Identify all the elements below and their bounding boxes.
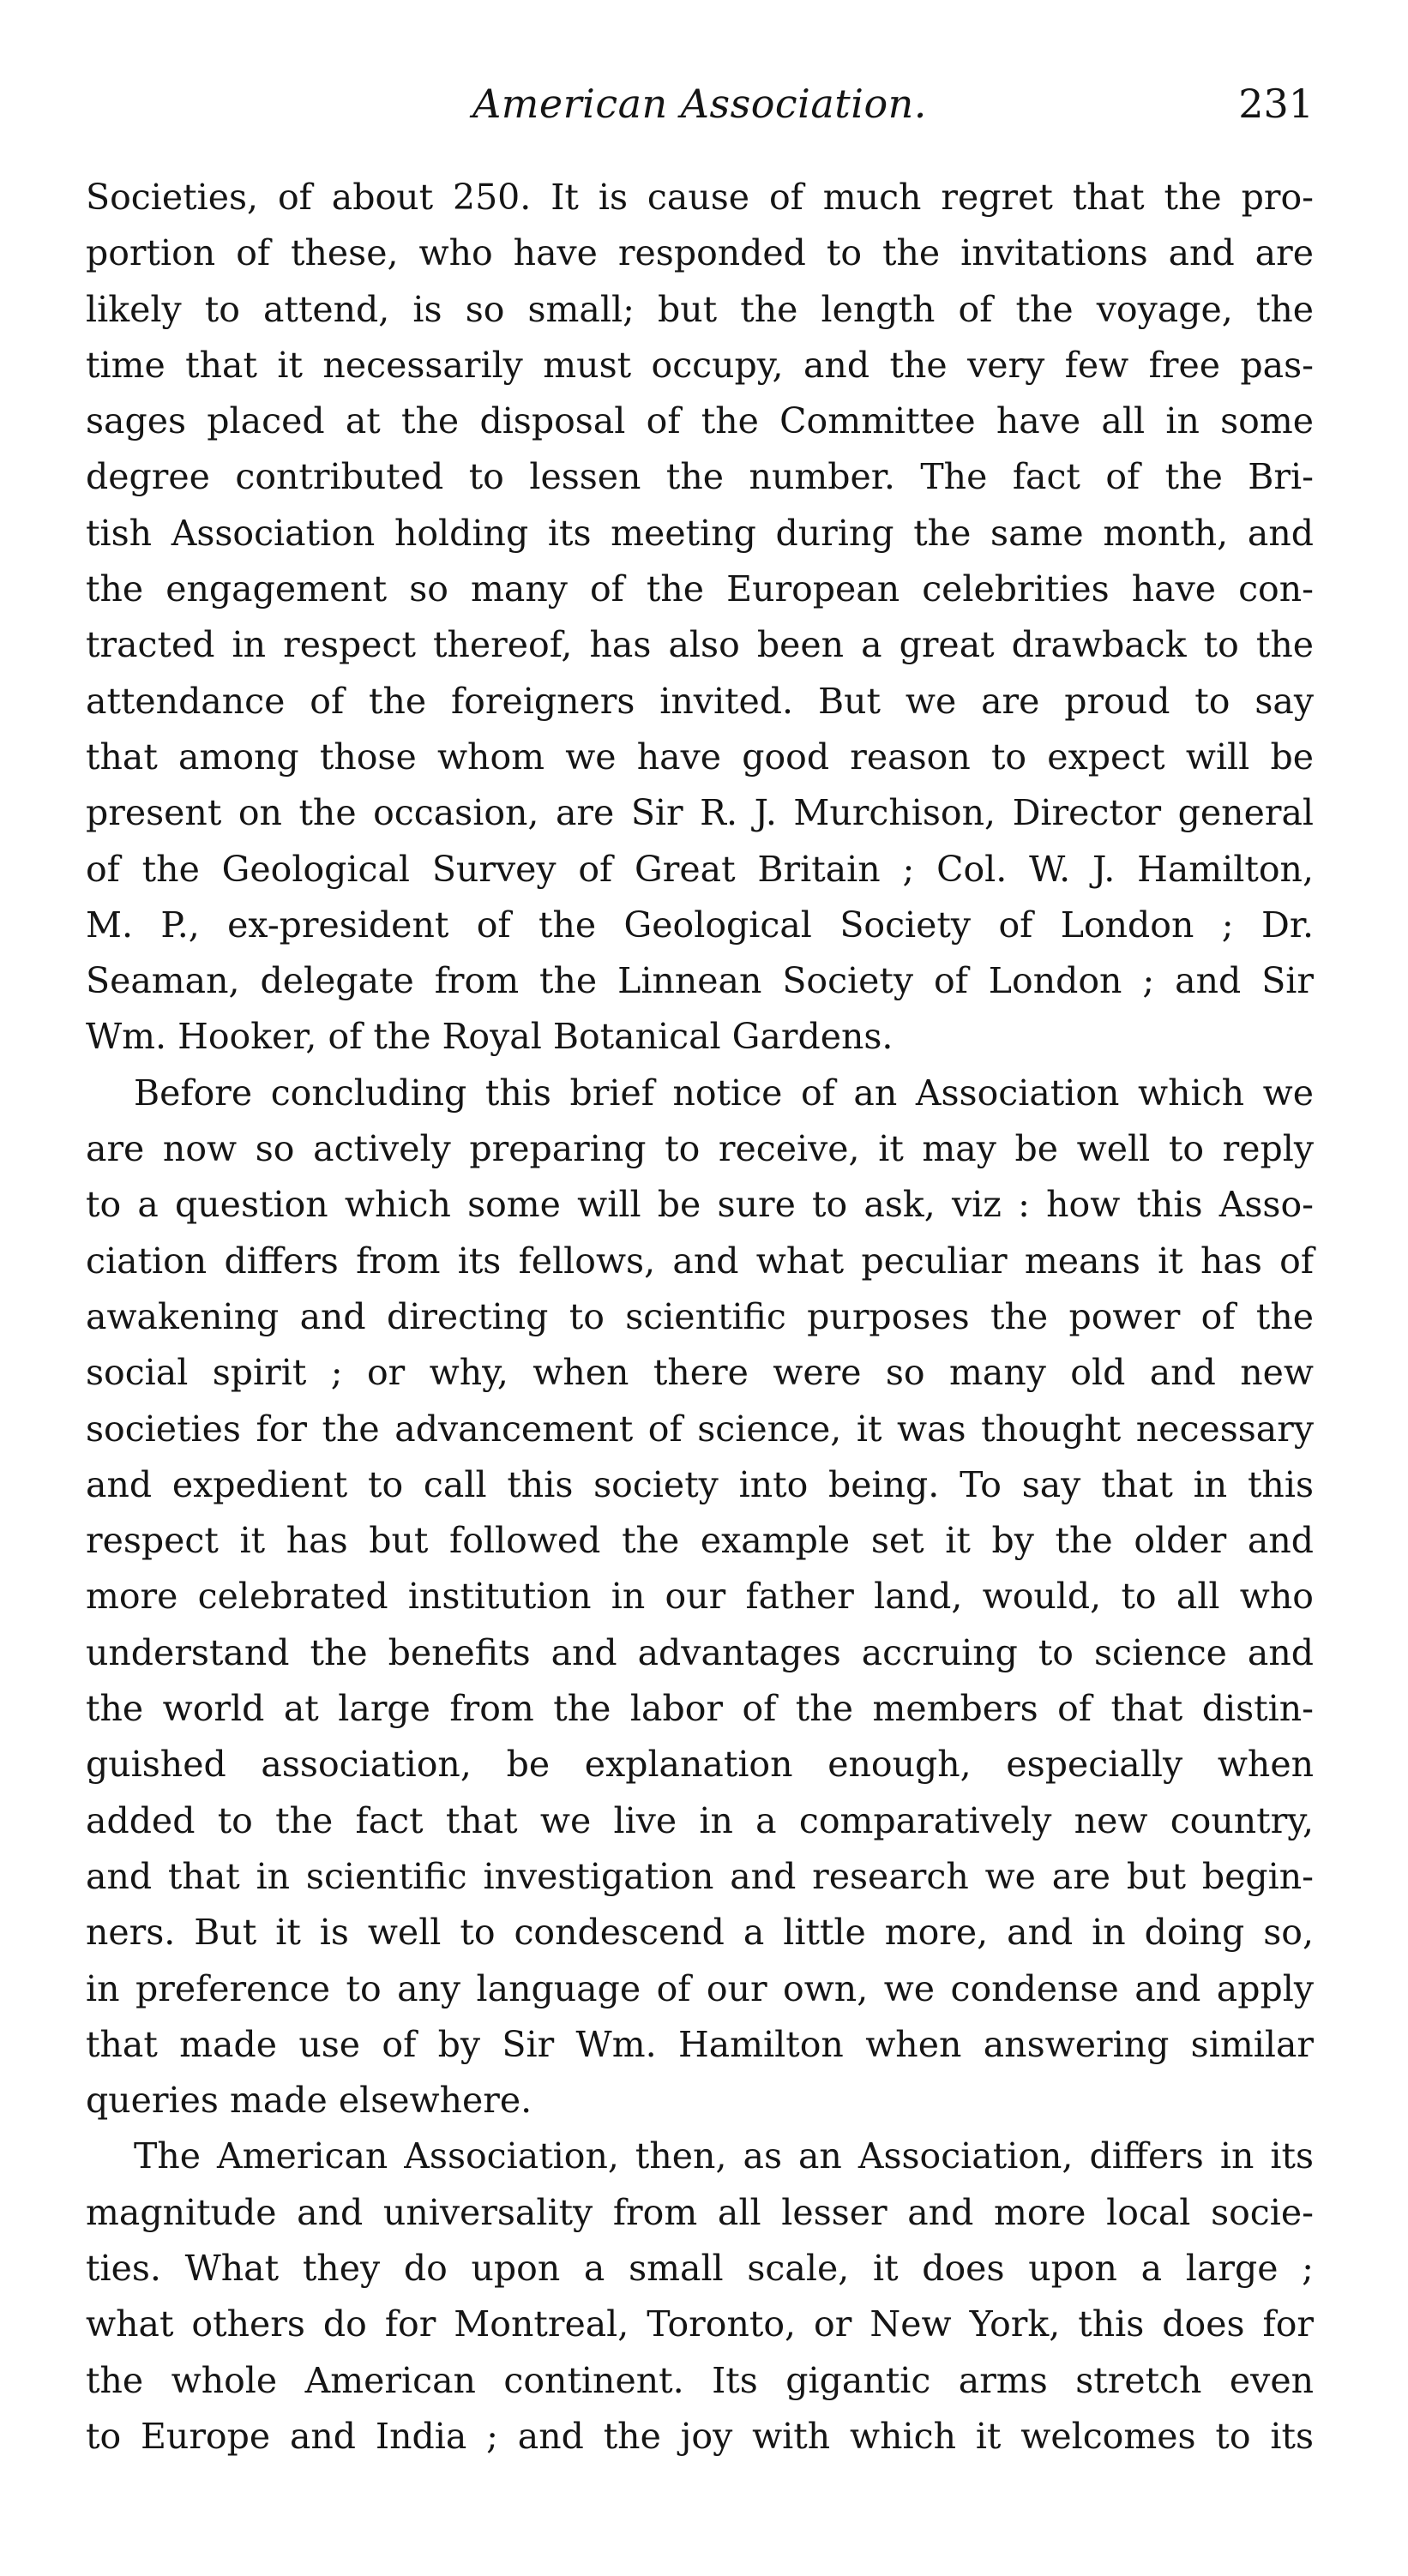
- text-line: the engagement so many of the European celebrities have con-: [86, 568, 1314, 610]
- text-line: attendance of the foreigners invited. But we are proud to say: [86, 680, 1314, 722]
- text-line: ties. What they do upon a small scale, it does upon a large ;: [86, 2247, 1314, 2289]
- running-title: American Association.: [472, 81, 927, 127]
- text-line: and that in scientific investigation and research we are but begin-: [86, 1855, 1314, 1897]
- text-line: tish Association holding its meeting during the same month, and: [86, 512, 1314, 554]
- text-line: in preference to any language of our own, we condense and apply: [86, 1967, 1314, 2009]
- text-line: sages placed at the disposal of the Committee have all in some: [86, 400, 1314, 442]
- text-line: Before concluding this brief notice of an Association which we: [134, 1072, 1314, 1114]
- running-head: [86, 74, 1314, 134]
- text-line: ciation differs from its fellows, and what peculiar means it has of: [86, 1240, 1314, 1282]
- page-number: 231: [1238, 81, 1314, 127]
- text-line: what others do for Montreal, Toronto, or New York, this does for: [86, 2303, 1314, 2345]
- text-line: that made use of by Sir Wm. Hamilton when answering similar: [86, 2023, 1314, 2065]
- text-line: to Europe and India ; and the joy with which it welcomes to its: [86, 2415, 1314, 2457]
- text-line: degree contributed to lessen the number. The fact of the Bri-: [86, 456, 1314, 498]
- text-line: likely to attend, is so small; but the length of the voyage, the: [86, 288, 1314, 330]
- text-line: portion of these, who have responded to the invitations and are: [86, 232, 1314, 274]
- text-line: social spirit ; or why, when there were so many old and new: [86, 1352, 1314, 1394]
- body-text: [86, 170, 1314, 2465]
- text-line: to a question which some will be sure to ask, viz : how this Asso-: [86, 1184, 1314, 1226]
- text-line: queries made elsewhere.: [86, 2080, 533, 2122]
- text-line: awakening and directing to scientific purposes the power of the: [86, 1295, 1314, 1337]
- text-line: are now so actively preparing to receive, it may be well to reply: [86, 1128, 1314, 1170]
- text-line: the whole American continent. Its gigantic arms stretch even: [86, 2359, 1314, 2401]
- text-line: guished association, be explanation enough, especially when: [86, 1744, 1314, 1786]
- text-line: added to the fact that we live in a comparatively new country,: [86, 1799, 1314, 1841]
- text-line: time that it necessarily must occupy, and the very few free pas-: [86, 344, 1314, 386]
- text-line: The American Association, then, as an Association, differs in its: [134, 2135, 1314, 2177]
- text-line: Wm. Hooker, of the Royal Botanical Gardens.: [86, 1016, 894, 1058]
- text-line: tracted in respect thereof, has also been a great drawback to the: [86, 624, 1314, 666]
- text-line: M. P., ex-president of the Geological Society of London ; Dr.: [86, 904, 1314, 946]
- text-line: more celebrated institution in our father land, would, to all who: [86, 1576, 1314, 1618]
- text-line: and expedient to call this society into being. To say that in this: [86, 1463, 1314, 1505]
- text-line: that among those whom we have good reason to expect will be: [86, 736, 1314, 778]
- text-line: societies for the advancement of science, it was thought necessary: [86, 1408, 1314, 1450]
- text-line: Societies, of about 250. It is cause of much regret that the pro-: [86, 177, 1314, 218]
- text-line: magnitude and universality from all lesser and more local socie-: [86, 2191, 1314, 2233]
- text-line: respect it has but followed the example set it by the older and: [86, 1520, 1314, 1562]
- text-line: present on the occasion, are Sir R. J. Murchison, Director general: [86, 792, 1314, 834]
- text-line: the world at large from the labor of the members of that distin-: [86, 1688, 1314, 1730]
- text-line: ners. But it is well to condescend a little more, and in doing so,: [86, 1912, 1314, 1954]
- text-line: of the Geological Survey of Great Britain ; Col. W. J. Hamilton,: [86, 848, 1314, 890]
- text-line: Seaman, delegate from the Linnean Society of London ; and Sir: [86, 960, 1314, 1002]
- text-line: understand the benefits and advantages accruing to science and: [86, 1631, 1314, 1673]
